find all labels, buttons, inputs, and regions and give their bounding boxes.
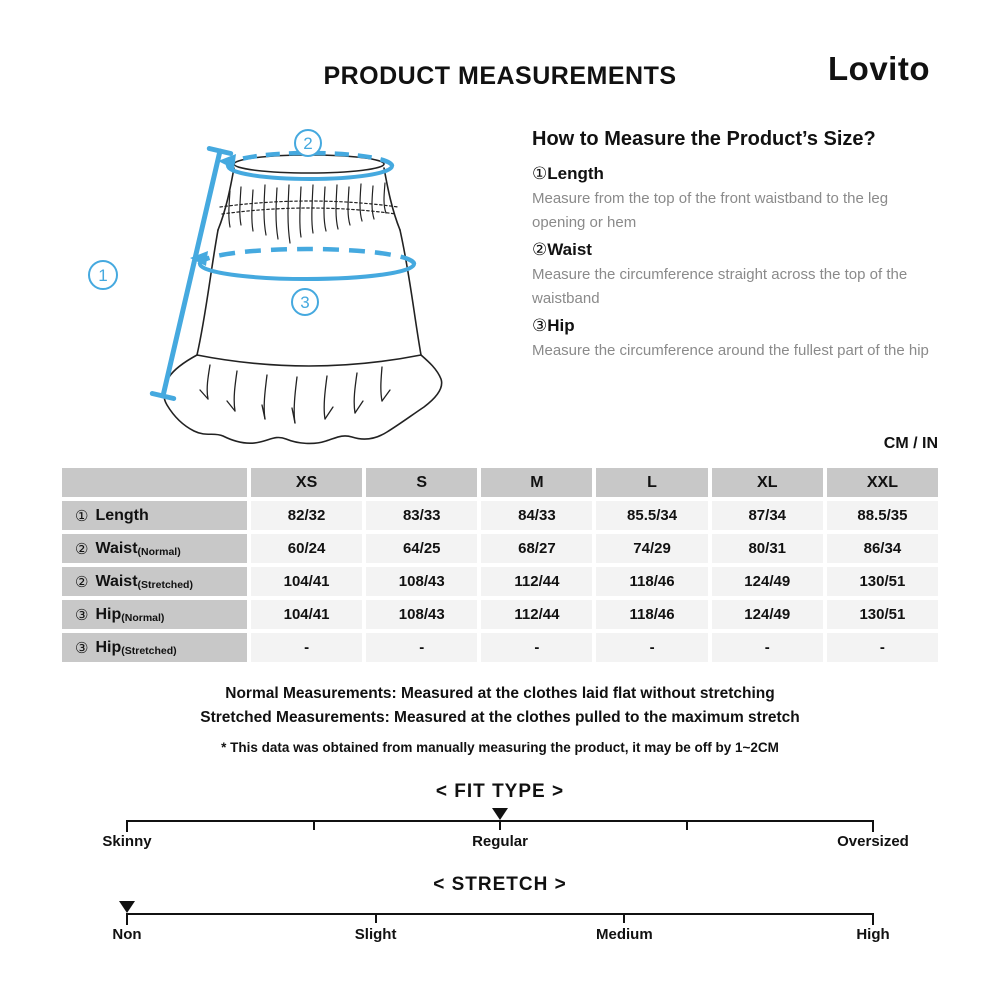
column-header-m: M (481, 468, 592, 497)
fit-type-title: < FIT TYPE > (435, 781, 565, 802)
diagram-num-2: 2 (303, 134, 313, 153)
row-name: Waist (95, 539, 138, 557)
tick (686, 820, 688, 830)
diagram-num-3: 3 (300, 293, 310, 312)
waist-measure-ellipse (218, 153, 392, 179)
tick (126, 913, 128, 925)
skirt-measurement-diagram (60, 115, 520, 460)
table-cell: 108/43 (366, 600, 477, 629)
table-cell: 68/27 (481, 534, 592, 563)
column-header-xl: XL (712, 468, 823, 497)
tick (126, 820, 128, 832)
table-cell: - (366, 633, 477, 662)
fit-label-oversized: Oversized (837, 833, 909, 850)
circled-number-1 (89, 261, 117, 289)
normal-note: Normal Measurements: Measured at the clothes laid flat without stretching (225, 685, 775, 702)
row-name: Hip (95, 605, 122, 623)
stretch-title: < STRETCH > (433, 874, 567, 895)
tick (872, 820, 874, 832)
column-header-xxl: XXL (827, 468, 938, 497)
circled-number-3 (292, 289, 318, 315)
tick (499, 820, 501, 830)
row-num: ③ (75, 606, 89, 624)
hip-measure-ellipse (190, 249, 414, 279)
row-name: Waist (95, 572, 138, 590)
length-description: Measure from the top of the front waistband to the leg opening or hem (532, 190, 889, 231)
waist-description: Measure the circumference straight across the top of the waistband (532, 266, 908, 307)
table-cell: - (712, 633, 823, 662)
measure-item-hip (532, 313, 940, 339)
tick (623, 913, 625, 923)
row-name: Hip (95, 638, 122, 656)
fit-type-marker-icon (492, 808, 508, 820)
table-cell: 80/31 (712, 534, 823, 563)
tick (872, 913, 874, 925)
table-cell: 82/32 (251, 501, 362, 530)
tick (375, 913, 377, 923)
row-num: ② (75, 540, 89, 558)
table-cell: 124/49 (712, 600, 823, 629)
stretch-marker-icon (119, 901, 135, 913)
table-cell: 85.5/34 (596, 501, 707, 530)
tick (313, 820, 315, 830)
diagram-num-1: 1 (98, 266, 108, 285)
row-label-hip-normal (62, 600, 247, 629)
table-cell: 130/51 (827, 567, 938, 596)
table-cell: 104/41 (251, 567, 362, 596)
stretch-label-medium: Medium (596, 926, 653, 943)
column-header-l: L (596, 468, 707, 497)
fit-label-skinny: Skinny (102, 833, 152, 850)
waist-label: Waist (547, 240, 592, 259)
table-cell: - (481, 633, 592, 662)
table-cell: 64/25 (366, 534, 477, 563)
length-number: ① (532, 164, 548, 183)
circled-number-2 (295, 130, 321, 156)
row-num: ① (75, 507, 89, 525)
stretched-note: Stretched Measurements: Measured at the clothes pulled to the maximum stretch (200, 709, 800, 726)
table-cell: 60/24 (251, 534, 362, 563)
row-num: ② (75, 573, 89, 591)
table-cell: 112/44 (481, 600, 592, 629)
table-cell: 112/44 (481, 567, 592, 596)
measurement-notes (0, 682, 1000, 730)
page-title: PRODUCT MEASUREMENTS (323, 62, 677, 90)
table-cell: 84/33 (481, 501, 592, 530)
table-cell: 74/29 (596, 534, 707, 563)
table-cell: 118/46 (596, 567, 707, 596)
waist-number: ② (532, 240, 548, 259)
table-cell: 83/33 (366, 501, 477, 530)
measure-item-waist (532, 237, 940, 263)
row-name: Length (95, 506, 149, 524)
table-cell: 86/34 (827, 534, 938, 563)
how-to-measure-title: How to Measure the Product’s Size? (532, 128, 876, 150)
table-corner-cell (62, 468, 247, 497)
stretch-label-non: Non (112, 926, 142, 943)
how-to-measure-section (532, 128, 940, 363)
row-sub: (Normal) (121, 611, 165, 624)
table-cell: 87/34 (712, 501, 823, 530)
row-label-waist-normal (62, 534, 247, 563)
accuracy-footnote: * This data was obtained from manually measuring the product, it may be off by 1~2CM (221, 740, 779, 755)
row-sub: (Stretched) (121, 644, 177, 657)
row-label-length (62, 501, 247, 530)
column-header-xs: XS (251, 468, 362, 497)
table-cell: 88.5/35 (827, 501, 938, 530)
hip-label: Hip (547, 316, 575, 335)
column-header-s: S (366, 468, 477, 497)
table-cell: 104/41 (251, 600, 362, 629)
table-cell: 108/43 (366, 567, 477, 596)
hip-number: ③ (532, 316, 548, 335)
units-label: CM / IN (883, 435, 938, 452)
length-label: Length (547, 164, 604, 183)
table-cell: 118/46 (596, 600, 707, 629)
row-sub: (Stretched) (137, 578, 193, 591)
row-num: ③ (75, 639, 89, 657)
table-cell: 130/51 (827, 600, 938, 629)
fit-label-regular: Regular (472, 833, 528, 850)
table-cell: 124/49 (712, 567, 823, 596)
hip-description: Measure the circumference around the fullest part of the hip (532, 342, 929, 359)
row-label-waist-stretched (62, 567, 247, 596)
measure-item-length (532, 161, 940, 187)
table-cell: - (251, 633, 362, 662)
row-sub: (Normal) (137, 545, 181, 558)
stretch-axis (127, 913, 873, 915)
table-cell: - (827, 633, 938, 662)
brand-logo: Lovito (828, 50, 930, 87)
table-cell: - (596, 633, 707, 662)
stretch-label-high: High (856, 926, 890, 943)
stretch-label-slight: Slight (354, 926, 397, 943)
row-label-hip-stretched (62, 633, 247, 662)
size-table (62, 468, 938, 662)
